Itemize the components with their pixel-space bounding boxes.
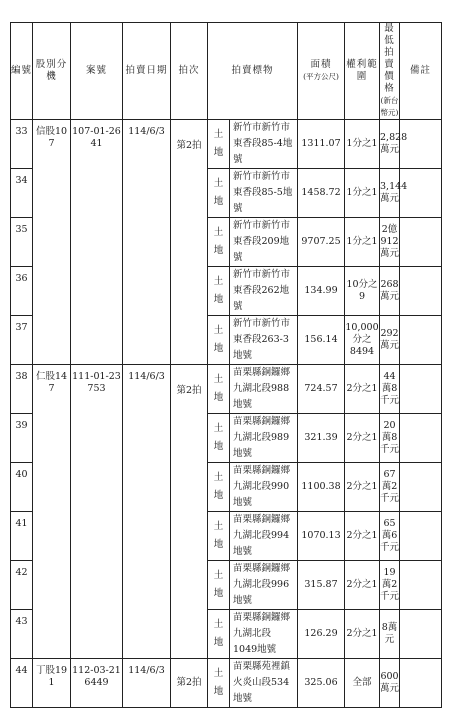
rights-scope-cell: 1分之1 bbox=[345, 169, 380, 218]
property-address-cell: 新竹市新竹市東香段85-5地號 bbox=[230, 169, 298, 218]
property-kind-char-1: 土 bbox=[213, 472, 224, 483]
note-cell bbox=[400, 610, 442, 659]
row-number: 33 bbox=[11, 120, 33, 169]
property-kind-char-2: 地 bbox=[213, 539, 224, 550]
header-round: 拍次 bbox=[171, 23, 208, 120]
note-cell bbox=[400, 218, 442, 267]
property-kind-char-1: 土 bbox=[213, 276, 224, 287]
rights-scope-cell: 2分之1 bbox=[345, 512, 380, 561]
header-price-label: 最低拍賣價格 bbox=[384, 23, 395, 94]
header-row bbox=[11, 23, 442, 120]
row-number: 43 bbox=[11, 610, 33, 659]
minimum-price-cell: 600萬元 bbox=[380, 659, 400, 708]
property-address-cell: 新竹市新竹市東香段209地號 bbox=[230, 218, 298, 267]
minimum-price-cell: 19萬2千元 bbox=[380, 561, 400, 610]
auction-table bbox=[10, 22, 442, 708]
property-kind-char-2: 地 bbox=[213, 392, 224, 403]
property-kind-char-1: 土 bbox=[213, 325, 224, 336]
property-kind bbox=[208, 616, 229, 652]
property-kind-cell bbox=[208, 659, 230, 708]
table-body bbox=[11, 120, 442, 708]
property-kind bbox=[208, 224, 229, 260]
header-date: 拍賣日期 bbox=[123, 23, 171, 120]
property-kind bbox=[208, 322, 229, 358]
property-kind-char-1: 土 bbox=[213, 570, 224, 581]
row-number: 37 bbox=[11, 316, 33, 365]
minimum-price-cell: 44萬8千元 bbox=[380, 365, 400, 414]
table-row bbox=[11, 659, 442, 708]
row-number: 34 bbox=[11, 169, 33, 218]
minimum-price-cell: 65萬6千元 bbox=[380, 512, 400, 561]
header-note: 備註 bbox=[400, 23, 442, 120]
auction-date-cell: 114/6/3 bbox=[123, 365, 171, 659]
property-kind bbox=[208, 126, 229, 162]
case-number-cell: 112-03-216449 bbox=[71, 659, 123, 708]
property-address-cell: 苗栗縣銅鑼鄉九湖北段996地號 bbox=[230, 561, 298, 610]
rights-scope-cell: 2分之1 bbox=[345, 610, 380, 659]
property-kind-char-2: 地 bbox=[213, 294, 224, 305]
property-kind bbox=[208, 175, 229, 211]
property-kind bbox=[208, 420, 229, 456]
row-number: 40 bbox=[11, 463, 33, 512]
rights-scope-cell: 2分之1 bbox=[345, 365, 380, 414]
header-price bbox=[380, 23, 400, 120]
property-kind-char-2: 地 bbox=[213, 196, 224, 207]
minimum-price-cell: 292萬元 bbox=[380, 316, 400, 365]
header-area-label: 面積 bbox=[310, 59, 332, 70]
table-row bbox=[11, 365, 442, 414]
property-address-cell: 苗栗縣銅鑼鄉九湖北段994地號 bbox=[230, 512, 298, 561]
property-kind-char-1: 土 bbox=[213, 668, 224, 679]
area-cell: 1311.07 bbox=[298, 120, 345, 169]
area-cell: 325.06 bbox=[298, 659, 345, 708]
area-cell: 134.99 bbox=[298, 267, 345, 316]
rights-scope-cell: 全部 bbox=[345, 659, 380, 708]
row-number: 36 bbox=[11, 267, 33, 316]
property-kind-cell bbox=[208, 365, 230, 414]
auction-round-cell: 第2拍 bbox=[171, 365, 208, 659]
case-number-cell: 111-01-23753 bbox=[71, 365, 123, 659]
row-number: 39 bbox=[11, 414, 33, 463]
minimum-price-cell: 2億912萬元 bbox=[380, 218, 400, 267]
rights-scope-cell: 1分之1 bbox=[345, 120, 380, 169]
property-kind-cell bbox=[208, 267, 230, 316]
rights-scope-cell: 10,000分之8494 bbox=[345, 316, 380, 365]
area-cell: 126.29 bbox=[298, 610, 345, 659]
property-kind-char-2: 地 bbox=[213, 245, 224, 256]
auction-table-page bbox=[10, 22, 442, 708]
minimum-price-cell: 67萬2千元 bbox=[380, 463, 400, 512]
area-cell: 724.57 bbox=[298, 365, 345, 414]
header-area-unit: (平方公尺) bbox=[303, 72, 339, 81]
note-cell bbox=[400, 463, 442, 512]
property-address-cell: 新竹市新竹市東香段85-4地號 bbox=[230, 120, 298, 169]
property-kind-cell bbox=[208, 120, 230, 169]
header-case: 案號 bbox=[71, 23, 123, 120]
branch-cell: 仁股147 bbox=[33, 365, 71, 659]
property-kind-cell bbox=[208, 463, 230, 512]
minimum-price-cell: 268萬元 bbox=[380, 267, 400, 316]
property-kind-cell bbox=[208, 512, 230, 561]
note-cell bbox=[400, 512, 442, 561]
minimum-price-cell: 3,144萬元 bbox=[380, 169, 400, 218]
header-target: 拍賣標物 bbox=[208, 23, 298, 120]
auction-round-cell: 第2拍 bbox=[171, 120, 208, 365]
property-kind bbox=[208, 469, 229, 505]
property-kind bbox=[208, 567, 229, 603]
property-kind-cell bbox=[208, 316, 230, 365]
row-number: 38 bbox=[11, 365, 33, 414]
property-kind-cell bbox=[208, 561, 230, 610]
note-cell bbox=[400, 561, 442, 610]
property-address-cell: 苗栗縣銅鑼鄉九湖北段1049地號 bbox=[230, 610, 298, 659]
property-kind-char-1: 土 bbox=[213, 374, 224, 385]
property-kind bbox=[208, 665, 229, 701]
property-address-cell: 苗栗縣銅鑼鄉九湖北段988地號 bbox=[230, 365, 298, 414]
area-cell: 315.87 bbox=[298, 561, 345, 610]
property-kind-char-1: 土 bbox=[213, 227, 224, 238]
note-cell bbox=[400, 316, 442, 365]
property-address-cell: 新竹市新竹市東香段263-3地號 bbox=[230, 316, 298, 365]
rights-scope-cell: 1分之1 bbox=[345, 218, 380, 267]
property-kind-char-2: 地 bbox=[213, 343, 224, 354]
auction-round-cell: 第2拍 bbox=[171, 659, 208, 708]
note-cell bbox=[400, 414, 442, 463]
property-address-cell: 苗栗縣苑裡鎮火炎山段534地號 bbox=[230, 659, 298, 708]
property-address-cell: 新竹市新竹市東香段262地號 bbox=[230, 267, 298, 316]
property-kind-char-1: 土 bbox=[213, 129, 224, 140]
area-cell: 156.14 bbox=[298, 316, 345, 365]
row-number: 44 bbox=[11, 659, 33, 708]
property-kind-cell bbox=[208, 169, 230, 218]
property-address-cell: 苗栗縣銅鑼鄉九湖北段989地號 bbox=[230, 414, 298, 463]
header-scope: 權利範圍 bbox=[345, 23, 380, 120]
property-kind-char-2: 地 bbox=[213, 441, 224, 452]
row-number: 35 bbox=[11, 218, 33, 267]
note-cell bbox=[400, 120, 442, 169]
property-kind bbox=[208, 273, 229, 309]
property-kind-cell bbox=[208, 610, 230, 659]
branch-cell: 丁股191 bbox=[33, 659, 71, 708]
property-kind bbox=[208, 371, 229, 407]
header-no: 編號 bbox=[11, 23, 33, 120]
property-kind-char-1: 土 bbox=[213, 521, 224, 532]
minimum-price-cell: 2,828萬元 bbox=[380, 120, 400, 169]
property-kind-char-1: 土 bbox=[213, 178, 224, 189]
header-branch: 股別分機 bbox=[33, 23, 71, 120]
note-cell bbox=[400, 267, 442, 316]
auction-date-cell: 114/6/3 bbox=[123, 659, 171, 708]
branch-cell: 信股107 bbox=[33, 120, 71, 365]
row-number: 41 bbox=[11, 512, 33, 561]
property-kind-cell bbox=[208, 218, 230, 267]
header-price-unit: (新台幣元) bbox=[380, 96, 399, 117]
row-number: 42 bbox=[11, 561, 33, 610]
property-kind-char-2: 地 bbox=[213, 490, 224, 501]
property-kind-cell bbox=[208, 414, 230, 463]
property-address-cell: 苗栗縣銅鑼鄉九湖北段990地號 bbox=[230, 463, 298, 512]
rights-scope-cell: 10分之9 bbox=[345, 267, 380, 316]
area-cell: 1070.13 bbox=[298, 512, 345, 561]
note-cell bbox=[400, 365, 442, 414]
property-kind bbox=[208, 518, 229, 554]
note-cell bbox=[400, 659, 442, 708]
property-kind-char-1: 土 bbox=[213, 423, 224, 434]
area-cell: 1458.72 bbox=[298, 169, 345, 218]
table-row bbox=[11, 120, 442, 169]
rights-scope-cell: 2分之1 bbox=[345, 414, 380, 463]
rights-scope-cell: 2分之1 bbox=[345, 561, 380, 610]
rights-scope-cell: 2分之1 bbox=[345, 463, 380, 512]
minimum-price-cell: 8萬元 bbox=[380, 610, 400, 659]
note-cell bbox=[400, 169, 442, 218]
minimum-price-cell: 20萬8千元 bbox=[380, 414, 400, 463]
auction-date-cell: 114/6/3 bbox=[123, 120, 171, 365]
header-area bbox=[298, 23, 345, 120]
area-cell: 9707.25 bbox=[298, 218, 345, 267]
property-kind-char-2: 地 bbox=[213, 147, 224, 158]
property-kind-char-2: 地 bbox=[213, 588, 224, 599]
property-kind-char-2: 地 bbox=[213, 686, 224, 697]
area-cell: 321.39 bbox=[298, 414, 345, 463]
area-cell: 1100.38 bbox=[298, 463, 345, 512]
property-kind-char-1: 土 bbox=[213, 619, 224, 630]
property-kind-char-2: 地 bbox=[213, 637, 224, 648]
case-number-cell: 107-01-2641 bbox=[71, 120, 123, 365]
